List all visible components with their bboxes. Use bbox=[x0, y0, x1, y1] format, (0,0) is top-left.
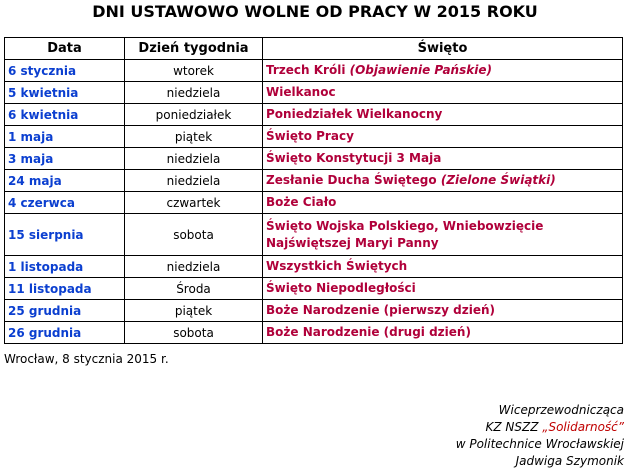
holiday-name: Święto Wojska Polskiego, Wniebowzięcie Najświętszej Maryi Panny bbox=[266, 218, 544, 250]
holiday-name: Trzech Króli bbox=[266, 63, 346, 77]
holiday-cell bbox=[263, 322, 623, 344]
holiday-name: Wszystkich Świętych bbox=[266, 259, 408, 273]
date-cell: 26 grudnia bbox=[5, 322, 125, 344]
table-row bbox=[5, 214, 623, 256]
holiday-name: Poniedziałek Wielkanocny bbox=[266, 107, 443, 121]
table-row bbox=[5, 104, 623, 126]
table-row bbox=[5, 278, 623, 300]
holiday-name: Boże Ciało bbox=[266, 195, 337, 209]
holiday-name: Święto Pracy bbox=[266, 129, 354, 143]
holiday-cell bbox=[263, 300, 623, 322]
column-header-day: Dzień tygodnia bbox=[125, 38, 263, 60]
holiday-cell bbox=[263, 82, 623, 104]
holiday-cell bbox=[263, 192, 623, 214]
holiday-name: Wielkanoc bbox=[266, 85, 336, 99]
date-cell: 25 grudnia bbox=[5, 300, 125, 322]
holiday-name: Boże Narodzenie (drugi dzień) bbox=[266, 325, 471, 339]
table-row bbox=[5, 192, 623, 214]
holiday-cell bbox=[263, 148, 623, 170]
table-row bbox=[5, 300, 623, 322]
holiday-note: (Zielone Świątki) bbox=[440, 173, 556, 187]
day-cell: Środa bbox=[125, 278, 263, 300]
signature-name: Jadwiga Szymonik bbox=[515, 454, 624, 468]
holiday-name: Boże Narodzenie (pierwszy dzień) bbox=[266, 303, 495, 317]
day-cell: niedziela bbox=[125, 170, 263, 192]
table-row bbox=[5, 126, 623, 148]
page-title: DNI USTAWOWO WOLNE OD PRACY W 2015 ROKU bbox=[92, 2, 538, 21]
date-cell: 3 maja bbox=[5, 148, 125, 170]
holiday-cell bbox=[263, 104, 623, 126]
day-cell: sobota bbox=[125, 214, 263, 256]
holiday-cell bbox=[263, 126, 623, 148]
signature-org-name: „Solidarność” bbox=[542, 420, 624, 434]
holiday-cell bbox=[263, 278, 623, 300]
signature-role: Wiceprzewodnicząca bbox=[498, 403, 624, 417]
day-cell: niedziela bbox=[125, 256, 263, 278]
day-cell: sobota bbox=[125, 322, 263, 344]
signature-organization bbox=[456, 419, 624, 436]
holiday-name: Święto Konstytucji 3 Maja bbox=[266, 151, 442, 165]
holiday-name: Zesłanie Ducha Świętego bbox=[266, 173, 437, 187]
day-cell: poniedziałek bbox=[125, 104, 263, 126]
holiday-cell bbox=[263, 60, 623, 82]
signature-block bbox=[456, 402, 624, 470]
table-row bbox=[5, 82, 623, 104]
holiday-name: Święto Niepodległości bbox=[266, 281, 416, 295]
table-header-row bbox=[5, 38, 623, 60]
holiday-cell bbox=[263, 256, 623, 278]
column-header-date: Data bbox=[5, 38, 125, 60]
table-row bbox=[5, 170, 623, 192]
date-cell: 11 listopada bbox=[5, 278, 125, 300]
date-cell: 24 maja bbox=[5, 170, 125, 192]
signature-institution: w Politechnice Wrocławskiej bbox=[455, 437, 624, 451]
date-cell: 4 czerwca bbox=[5, 192, 125, 214]
holidays-table bbox=[4, 37, 623, 344]
table-row bbox=[5, 148, 623, 170]
table-row bbox=[5, 322, 623, 344]
column-header-holiday: Święto bbox=[263, 38, 623, 60]
holiday-cell bbox=[263, 214, 623, 256]
date-cell: 1 maja bbox=[5, 126, 125, 148]
holiday-note: (Objawienie Pańskie) bbox=[349, 63, 492, 77]
day-cell: piątek bbox=[125, 300, 263, 322]
date-cell: 6 stycznia bbox=[5, 60, 125, 82]
signature-org-prefix: KZ NSZZ bbox=[485, 420, 543, 434]
table-row bbox=[5, 256, 623, 278]
holiday-cell bbox=[263, 170, 623, 192]
day-cell: czwartek bbox=[125, 192, 263, 214]
day-cell: niedziela bbox=[125, 82, 263, 104]
table-row bbox=[5, 60, 623, 82]
date-cell: 15 sierpnia bbox=[5, 214, 125, 256]
date-cell: 5 kwietnia bbox=[5, 82, 125, 104]
day-cell: piątek bbox=[125, 126, 263, 148]
day-cell: niedziela bbox=[125, 148, 263, 170]
date-cell: 6 kwietnia bbox=[5, 104, 125, 126]
date-cell: 1 listopada bbox=[5, 256, 125, 278]
place-and-date: Wrocław, 8 stycznia 2015 r. bbox=[4, 352, 169, 366]
day-cell: wtorek bbox=[125, 60, 263, 82]
